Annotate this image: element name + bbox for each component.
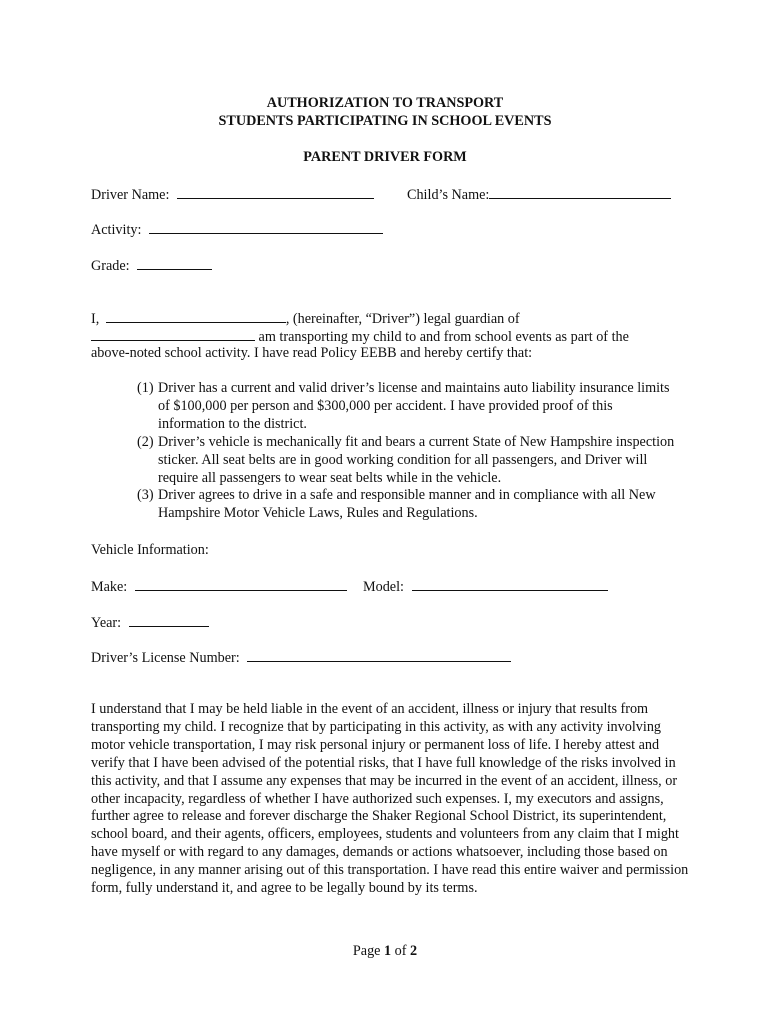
- page-current: 1: [384, 943, 392, 959]
- condition-item-1: [137, 380, 682, 434]
- year-field[interactable]: [129, 613, 209, 627]
- model-row: [363, 577, 608, 596]
- condition-item-3: [137, 487, 682, 523]
- cert-line2-suffix: am transporting my child to and from school events as part of the: [258, 329, 629, 345]
- page-word: Page: [352, 943, 381, 959]
- grade-label: Grade:: [91, 258, 130, 274]
- conditions-list: [137, 380, 682, 523]
- make-row: [91, 577, 347, 596]
- child-guardian-field[interactable]: [91, 327, 255, 341]
- condition-number: (2): [137, 433, 154, 450]
- model-label: Model:: [363, 579, 404, 595]
- document-title-line-1: AUTHORIZATION TO TRANSPORT: [266, 95, 504, 111]
- page-of: of: [394, 943, 407, 959]
- condition-text: Driver has a current and valid driver’s license and maintains auto liability insurance limits of $100,000 per person and $300,000 per accident. I have provided proof of this information to the district.: [158, 380, 670, 432]
- make-label: Make:: [91, 579, 128, 595]
- cert-prefix: I,: [91, 311, 100, 327]
- driver-name-field[interactable]: [177, 185, 374, 199]
- guardian-name-field[interactable]: [106, 309, 286, 323]
- condition-text: Driver’s vehicle is mechanically fit and bears a current State of New Hampshire inspection sticker. All seat belts are in good working condition for all passengers, and Driver will require all passengers to wear seat belts while in the vehicle.: [158, 433, 675, 486]
- license-number-field[interactable]: [247, 648, 511, 662]
- grade-row: [91, 256, 212, 275]
- child-name-field[interactable]: [489, 185, 671, 199]
- waiver-paragraph: I understand that I may be held liable in the event of an accident, illness or injury that results from transporting my child. I recognize that by participating in this activity, as with any activity involving motor vehicle transportation, I may risk personal injury or permanent loss of life. I hereby attest and verify that I have been advised of the potential risks, that I have full knowledge of the risks involved in this activity, and that I assume any expenses that may be incurred in the event of an accident, illness, or other incapacity, regardless of whether I have authorized such expenses. I, my executors and assigns, further agree to release and forever discharge the Shaker Regional School District, its superintendent, school board, and their agents, officers, employees, students and volunteers from any claim that I might have myself or with regard to any damages, demands or actions whatsoever, including those based on negligence, in any manner arising out of this transportation. I have read this entire waiver and permission form, fully understand it, and agree to be legally bound by its terms.: [91, 701, 689, 897]
- document-title-line-2: STUDENTS PARTICIPATING IN SCHOOL EVENTS: [218, 113, 552, 129]
- license-label: Driver’s License Number:: [91, 650, 240, 666]
- license-row: [91, 648, 511, 667]
- condition-text: Driver agrees to drive in a safe and responsible manner and in compliance with all New Hampshire Motor Vehicle Laws, Rules and Regulations.: [158, 487, 656, 522]
- certification-line-3: above-noted school activity. I have read Policy EEBB and hereby certify that:: [91, 345, 533, 361]
- make-field[interactable]: [135, 577, 347, 591]
- form-title: PARENT DRIVER FORM: [303, 149, 467, 165]
- condition-item-2: [137, 434, 682, 488]
- year-label: Year:: [91, 615, 122, 631]
- activity-field[interactable]: [149, 220, 383, 234]
- year-row: [91, 613, 209, 632]
- model-field[interactable]: [412, 577, 608, 591]
- condition-number: (1): [137, 380, 154, 396]
- activity-row: [91, 220, 383, 239]
- vehicle-section-label: Vehicle Information:: [91, 542, 209, 558]
- cert-line1-suffix: , (hereinafter, “Driver”) legal guardian of: [285, 311, 520, 327]
- condition-number: (3): [137, 487, 154, 504]
- driver-name-row: [91, 185, 374, 204]
- page-total: 2: [410, 943, 418, 959]
- page-footer: [0, 943, 770, 960]
- driver-name-label: Driver Name:: [91, 187, 170, 203]
- certification-line-1: [91, 309, 520, 328]
- certification-line-2: [91, 327, 629, 346]
- child-name-label: Child’s Name:: [407, 187, 490, 203]
- activity-label: Activity:: [91, 222, 142, 238]
- child-name-row: [407, 185, 671, 204]
- grade-field[interactable]: [137, 256, 212, 270]
